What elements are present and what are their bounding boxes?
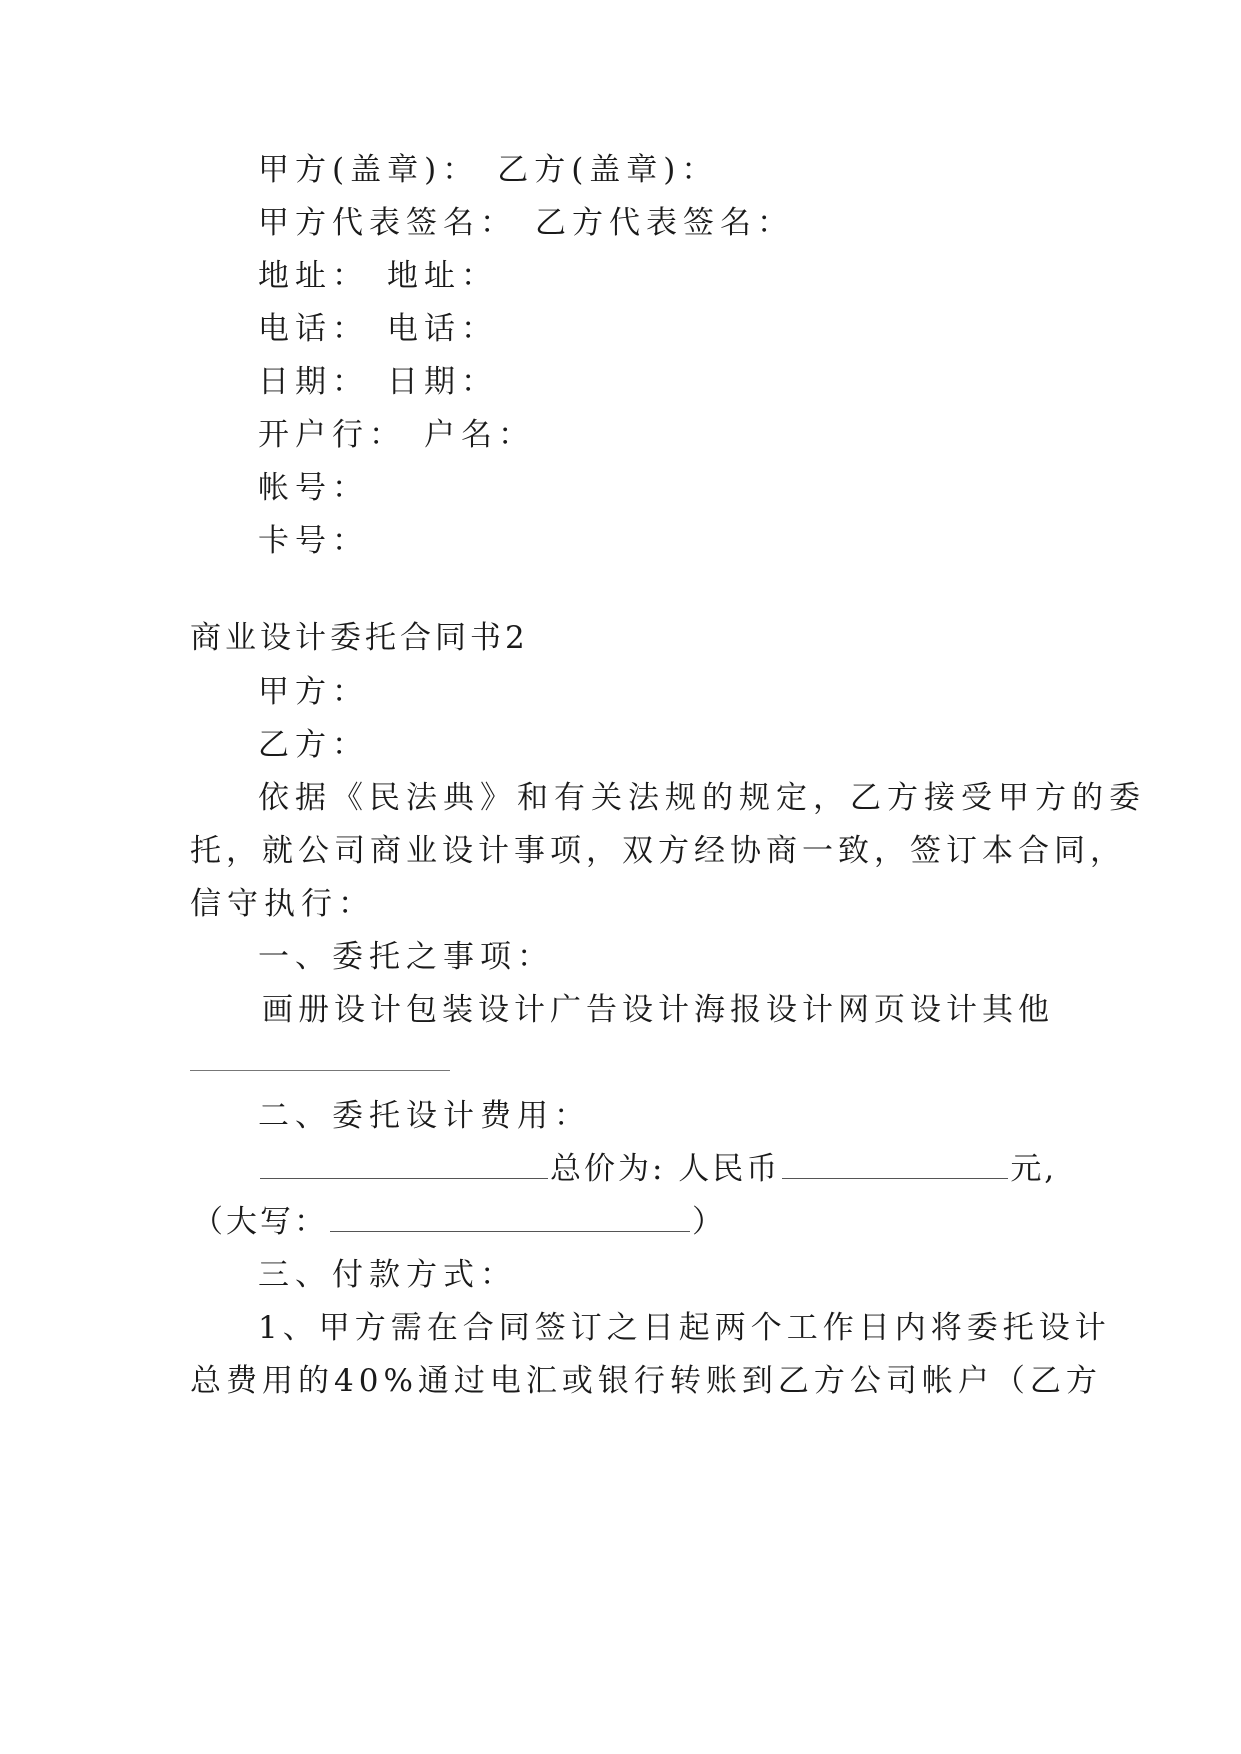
card-number-label: 卡号： — [258, 523, 369, 559]
account-number-label: 帐号： — [258, 470, 369, 506]
card-number-row — [258, 521, 369, 561]
other-items-blank[interactable] — [190, 1070, 450, 1071]
capital-amount-row — [192, 1202, 726, 1242]
capital-open-label: （大写： — [192, 1204, 328, 1240]
total-price-row — [258, 1149, 1057, 1189]
section-2-heading: 二、委托设计费用： — [258, 1098, 591, 1134]
phone-a-label: 电话： — [258, 311, 369, 347]
phone-row — [258, 309, 498, 349]
intro-line-1: 依据《民法典》和有关法规的规定，乙方接受甲方的委 — [258, 780, 1146, 816]
contract-title: 商业设计委托合同书2 — [190, 620, 529, 656]
capital-amount-blank[interactable] — [330, 1207, 690, 1232]
item-fee-blank[interactable] — [260, 1154, 548, 1179]
payment-line-1: 1、甲方需在合同签订之日起两个工作日内将委托设计 — [258, 1310, 1111, 1346]
address-a-label: 地址： — [258, 258, 369, 294]
representative-row — [258, 203, 794, 243]
section-1-heading: 一、委托之事项： — [258, 939, 554, 975]
party-b-line: 乙方： — [258, 727, 369, 763]
party-b-seal-label: 乙方(盖章)： — [497, 152, 719, 188]
intro-line-3: 信守执行： — [190, 886, 375, 922]
currency-unit-label: 元, — [1010, 1151, 1058, 1187]
date-b-label: 日期： — [387, 364, 498, 400]
party-a-seal-label: 甲方(盖章)： — [258, 152, 480, 188]
section-1-items: 画册设计包装设计广告设计海报设计网页设计其他 — [262, 992, 1054, 1028]
date-a-label: 日期： — [258, 364, 369, 400]
payment-line-2: 总费用的40%通过电汇或银行转账到乙方公司帐户（乙方 — [190, 1363, 1102, 1399]
address-row — [258, 256, 498, 296]
date-row — [258, 362, 498, 402]
capital-close-label: ） — [692, 1204, 726, 1240]
bank-label: 开户行： — [258, 417, 406, 453]
party-a-line: 甲方： — [258, 674, 369, 710]
address-b-label: 地址： — [387, 258, 498, 294]
total-price-blank[interactable] — [782, 1154, 1008, 1179]
phone-b-label: 电话： — [387, 311, 498, 347]
account-number-row — [258, 468, 369, 508]
account-name-label: 户名： — [424, 417, 535, 453]
total-price-label: 总价为: 人民币 — [550, 1151, 781, 1187]
intro-line-2: 托，就公司商业设计事项，双方经协商一致，签订本合同， — [190, 833, 1126, 869]
seal-row — [258, 150, 718, 190]
section-3-heading: 三、付款方式： — [258, 1257, 517, 1293]
party-a-rep-label: 甲方代表签名： — [258, 205, 517, 241]
party-b-rep-label: 乙方代表签名： — [535, 205, 794, 241]
bank-row — [258, 415, 535, 455]
